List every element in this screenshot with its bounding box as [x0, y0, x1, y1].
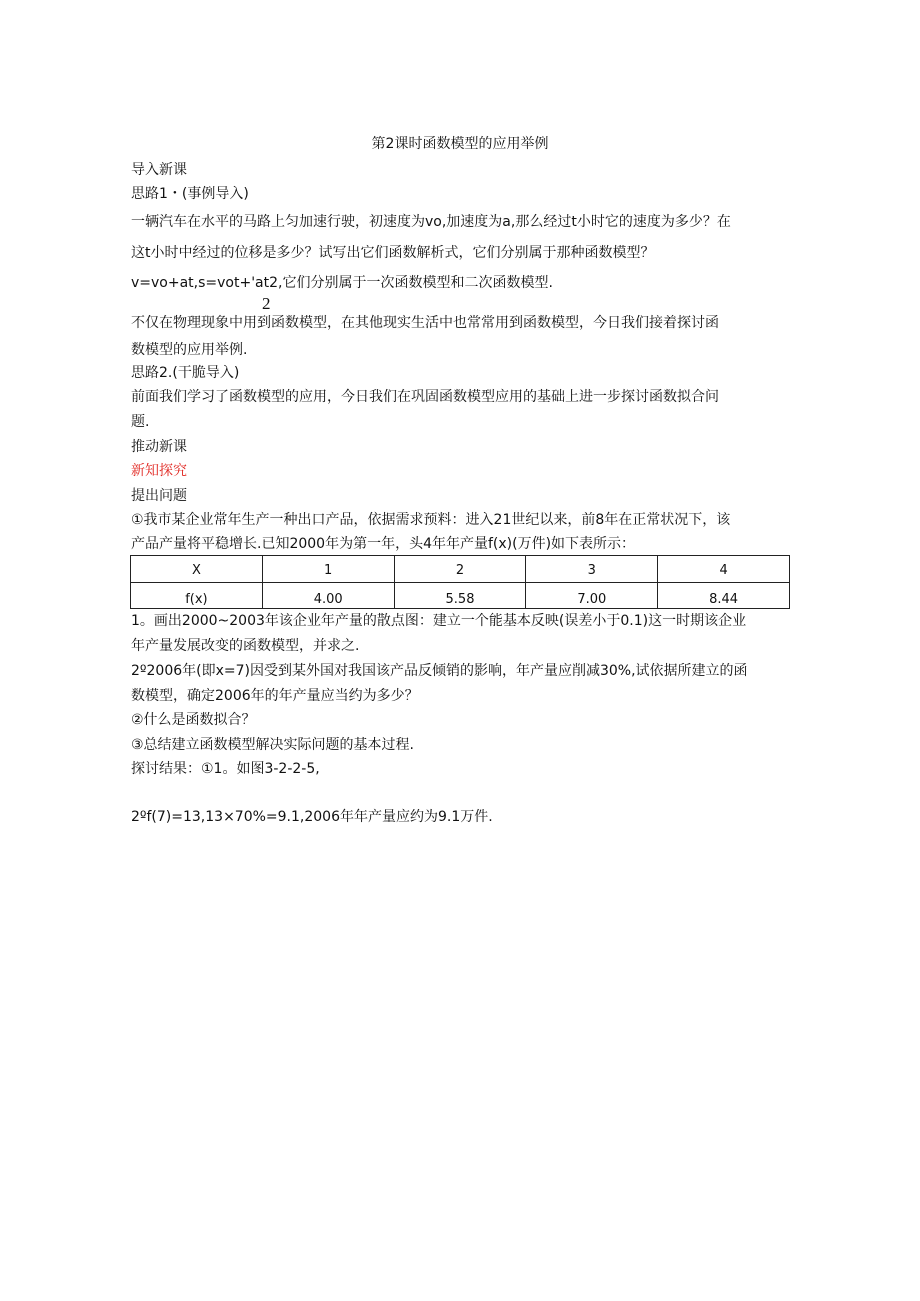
table-row	[131, 583, 790, 609]
page-title: 第2课时函数模型的应用举例	[371, 136, 549, 152]
table-cell: X	[131, 556, 263, 583]
section-heading: 推动新课	[131, 439, 187, 455]
table-cell: 1	[262, 556, 394, 583]
paragraph-line: 一辆汽车在水平的马路上匀加速行驶，初速度为vo,加速度为a,那么经过t小时它的速度为多少？在	[131, 214, 731, 230]
paragraph-line: 探讨结果：①1。如图3-2-2-5,	[131, 761, 320, 777]
paragraph-line: 题.	[131, 414, 150, 430]
table-cell: 4	[658, 556, 790, 583]
idea-1-heading: 思路1・(事例导入)	[131, 186, 249, 202]
heading-intro: 导入新课	[131, 162, 187, 178]
paragraph-line: 前面我们学习了函数模型的应用，今日我们在巩固函数模型应用的基础上进一步探讨函数拟合问	[131, 389, 719, 405]
paragraph-line: 2ºf(7)=13,13×70%=9.1,2006年年产量应约为9.1万件.	[131, 809, 493, 825]
paragraph-line: 数模型的应用举例.	[131, 342, 248, 358]
table-cell: 7.00	[526, 583, 658, 609]
paragraph-line: 产品产量将平稳增长.已知2000年为第一年，头4年年产量f(x)(万件)如下表所示：	[131, 536, 636, 552]
paragraph-line: 2º2006年(即x=7)因受到某外国对我国该产品反倾销的影响，年产量应削减30%,试依据所建立的函	[131, 663, 748, 679]
table-cell: 4.00	[262, 583, 394, 609]
table-row	[131, 556, 790, 583]
table-cell: 5.58	[394, 583, 526, 609]
table-cell: f(x)	[131, 583, 263, 609]
paragraph-line: 这t小时中经过的位移是多少？试写出它们函数解析式，它们分别属于那种函数模型？	[131, 245, 655, 261]
table-cell: 2	[394, 556, 526, 583]
paragraph-line: 年产量发展改变的函数模型，并求之.	[131, 638, 360, 654]
fraction-denominator: 2	[262, 294, 271, 313]
table-cell: 8.44	[658, 583, 790, 609]
paragraph-line: ②什么是函数拟合？	[131, 712, 256, 728]
production-table	[130, 555, 790, 609]
table-cell: 3	[526, 556, 658, 583]
paragraph-line: 1。画出2000~2003年该企业年产量的散点图：建立一个能基本反映(误差小于0.1)这一时期该企业	[131, 613, 747, 629]
paragraph-line: ③总结建立函数模型解决实际问题的基本过程.	[131, 737, 414, 753]
idea-2-heading: 思路2.(干脆导入)	[131, 365, 240, 381]
paragraph-line: ①我市某企业常年生产一种出口产品，依据需求预料：进入21世纪以来，前8年在正常状况下，该	[131, 512, 731, 528]
section-heading-highlight: 新知探究	[131, 463, 187, 479]
section-heading: 提出问题	[131, 488, 187, 504]
paragraph-line: 不仅在物理现象中用到函数模型，在其他现实生活中也常常用到函数模型，今日我们接着探讨函	[131, 315, 719, 331]
paragraph-line: 数模型，确定2006年的年产量应当约为多少？	[131, 688, 419, 704]
formula-line: v=vo+at,s=vot+'at2,它们分别属于一次函数模型和二次函数模型.	[131, 275, 553, 291]
